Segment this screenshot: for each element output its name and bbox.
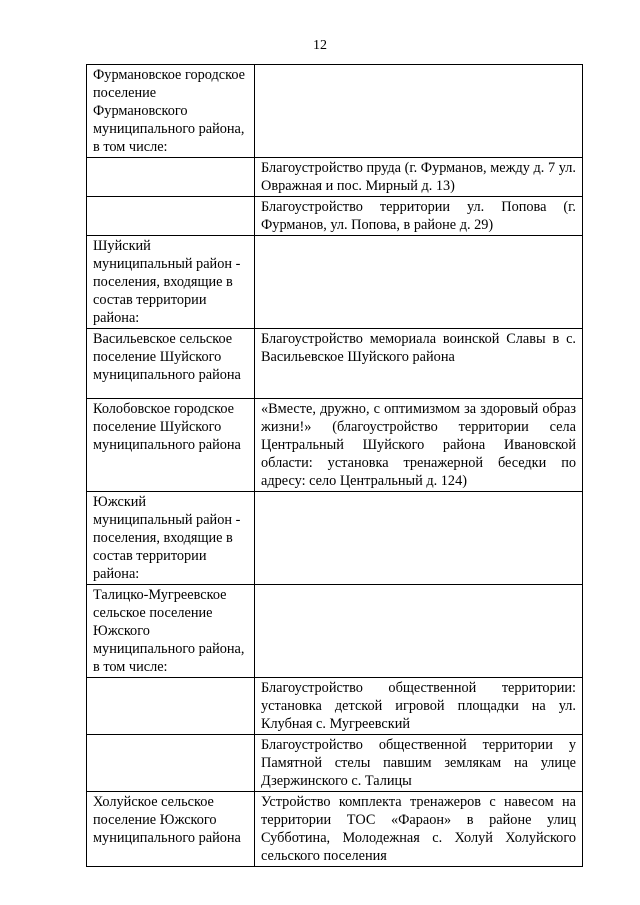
project-cell: Благоустройство мемориала воинской Славы в с. Васильевское Шуйского района [255, 329, 583, 399]
municipality-cell [87, 678, 255, 735]
project-cell [255, 236, 583, 329]
project-cell: Благоустройство общественной территории у Памятной стелы павшим землякам на улице Дзержинского с. Талицы [255, 735, 583, 792]
municipality-cell: Шуйский муниципальный район - поселения, входящие в состав территории района: [87, 236, 255, 329]
municipality-cell: Южский муниципальный район - поселения, входящие в состав территории района: [87, 492, 255, 585]
municipality-cell [87, 197, 255, 236]
table-row [87, 399, 583, 492]
municipality-cell [87, 735, 255, 792]
table-row [87, 197, 583, 236]
projects-table-body [87, 65, 583, 867]
project-cell: Благоустройство общественной территории: установка детской игровой площадки на ул. Клубная с. Мугреевский [255, 678, 583, 735]
table-row [87, 492, 583, 585]
table-row [87, 236, 583, 329]
project-cell [255, 585, 583, 678]
project-cell: Благоустройство территории ул. Попова (г. Фурманов, ул. Попова, в районе д. 29) [255, 197, 583, 236]
municipality-cell: Холуйское сельское поселение Южского муниципального района [87, 792, 255, 867]
municipality-cell [87, 158, 255, 197]
municipality-cell: Талицко-Мугреевское сельское поселение Южского муниципального района, в том числе: [87, 585, 255, 678]
table-row [87, 329, 583, 399]
project-cell [255, 492, 583, 585]
page-number: 12 [313, 38, 327, 53]
table-row [87, 585, 583, 678]
table-row [87, 678, 583, 735]
table-row [87, 735, 583, 792]
project-cell: Устройство комплекта тренажеров с навесом на территории ТОС «Фараон» в районе улиц Субботина, Молодежная с. Холуй Холуйского сельского поселения [255, 792, 583, 867]
projects-table [86, 64, 583, 867]
project-cell [255, 65, 583, 158]
project-cell: Благоустройство пруда (г. Фурманов, между д. 7 ул. Овражная и пос. Мирный д. 13) [255, 158, 583, 197]
municipality-cell: Колобовское городское поселение Шуйского муниципального района [87, 399, 255, 492]
municipality-cell: Васильевское сельское поселение Шуйского муниципального района [87, 329, 255, 399]
table-row [87, 158, 583, 197]
table-row [87, 65, 583, 158]
project-cell: «Вместе, дружно, с оптимизмом за здоровый образ жизни!» (благоустройство территории села Центральный Шуйского района Ивановской области: установка тренажерной беседки по адресу: село Центральный д. 124) [255, 399, 583, 492]
municipality-cell: Фурмановское городское поселение Фурмановского муниципального района, в том числе: [87, 65, 255, 158]
table-row [87, 792, 583, 867]
